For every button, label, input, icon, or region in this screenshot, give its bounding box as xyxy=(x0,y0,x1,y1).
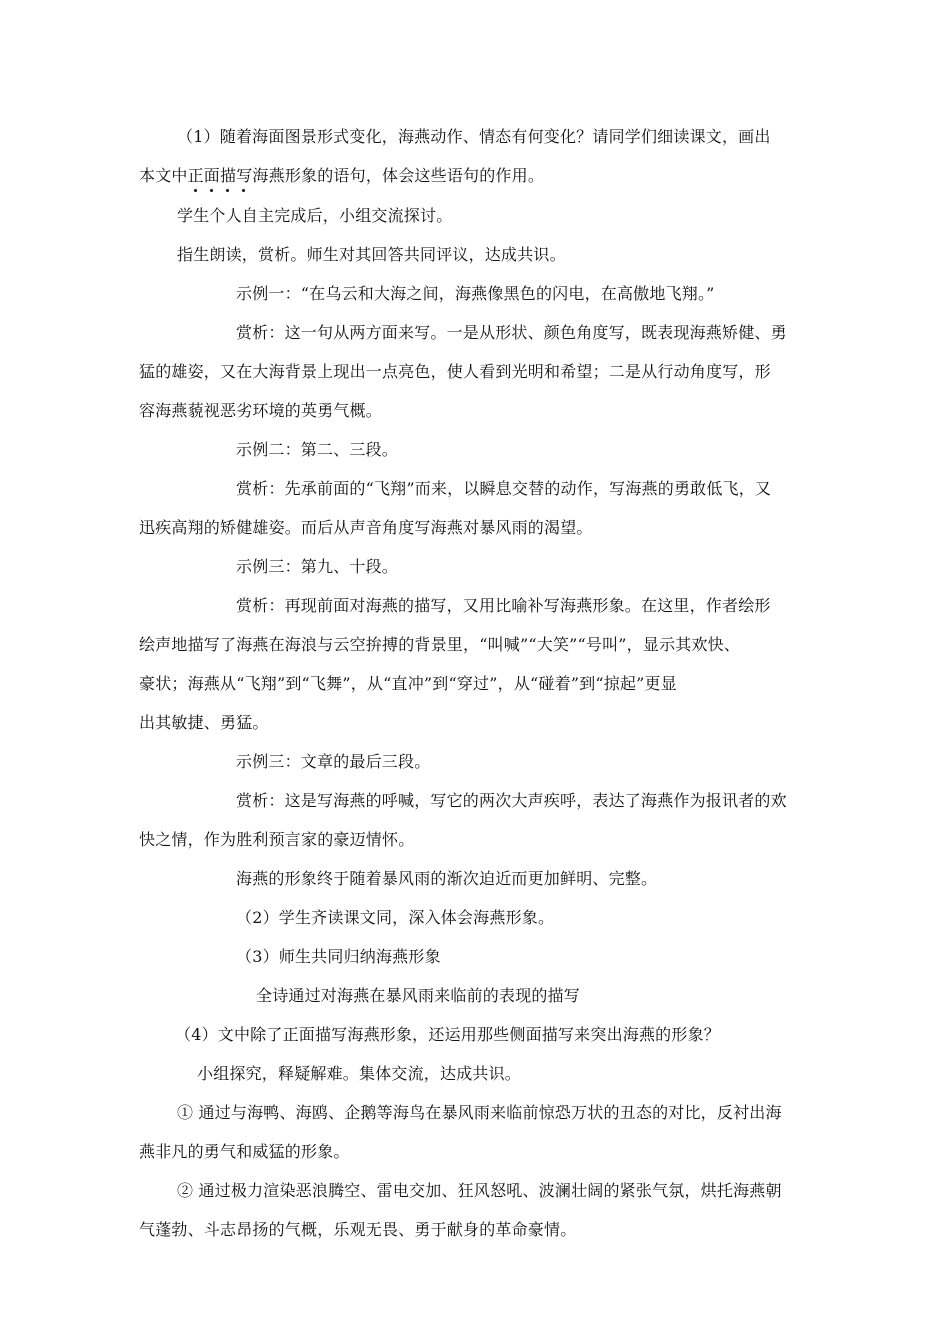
question-1-line-2 xyxy=(139,165,544,187)
question-1-post: 海燕形象的语句，体会这些语句的作用。 xyxy=(252,166,545,185)
example-1-analysis-line-1: 赏析：这一句从两方面来写。一是从形状、颜色角度写，既表现海燕矫健、勇 xyxy=(236,323,787,342)
emphasis-text: 正面描写 xyxy=(187,166,253,185)
example-3-analysis-line-3: 豪状；海燕从“飞翔”到“飞舞”，从“直冲”到“穿过”，从“碰着”到“掠起”更显 xyxy=(139,674,677,693)
question-3: （3）师生共同归纳海燕形象 xyxy=(236,947,441,966)
question-4: （4）文中除了正面描写海燕形象，还运用那些侧面描写来突出海燕的形象？ xyxy=(175,1025,720,1044)
example-4-analysis-line-1: 赏析：这是写海燕的呼喊，写它的两次大声疾呼，表达了海燕作为报讯者的欢 xyxy=(236,791,787,810)
example-3-analysis-line-4: 出其敏捷、勇猛。 xyxy=(139,713,269,732)
teacher-reading: 指生朗读，赏析。师生对其回答共同评议，达成共识。 xyxy=(177,245,566,264)
emphasis-front-description xyxy=(188,166,253,185)
question-2: （2）学生齐读课文同，深入体会海燕形象。 xyxy=(236,908,555,927)
example-2-analysis-line-1: 赏析：先承前面的“飞翔”而来，以瞬息交替的动作，写海燕的勇敢低飞，又 xyxy=(236,479,772,498)
question-1-line-1: （1）随着海面图景形式变化，海燕动作、情态有何变化？请同学们细读课文，画出 xyxy=(177,127,771,146)
question-1-pre: 本文中 xyxy=(139,166,188,185)
example-3-analysis-line-1: 赏析：再现前面对海燕的描写，又用比喻补写海燕形象。在这里，作者绘形 xyxy=(236,596,771,615)
example-2-title: 示例二：第二、三段。 xyxy=(236,440,399,459)
example-4-title: 示例三：文章的最后三段。 xyxy=(236,752,431,771)
example-2-analysis-line-2: 迅疾高翔的矫健雄姿。而后从声音角度写海燕对暴风雨的渴望。 xyxy=(139,518,593,537)
point-1-line-2: 燕非凡的勇气和威猛的形象。 xyxy=(139,1142,350,1161)
point-1-line-1: ① 通过与海鸭、海鸥、企鹅等海鸟在暴风雨来临前惊恐万状的丑态的对比，反衬出海 xyxy=(177,1103,782,1122)
group-exploration: 小组探究，释疑解难。集体交流，达成共识。 xyxy=(197,1064,522,1083)
question-3-summary: 全诗通过对海燕在暴风雨来临前的表现的描写 xyxy=(256,986,581,1005)
student-self-study: 学生个人自主完成后，小组交流探讨。 xyxy=(177,206,453,225)
example-3-analysis-line-2: 绘声地描写了海燕在海浪与云空拚搏的背景里，“叫喊”“大笑”“号叫”，显示其欢快、 xyxy=(139,635,741,654)
example-1-analysis-line-3: 容海燕藐视恶劣环境的英勇气概。 xyxy=(139,401,383,420)
example-3-title: 示例三：第九、十段。 xyxy=(236,557,399,576)
point-2-line-1: ② 通过极力渲染恶浪腾空、雷电交加、狂风怒吼、波澜壮阔的紧张气氛，烘托海燕朝 xyxy=(177,1181,782,1200)
image-summary: 海燕的形象终于随着暴风雨的渐次迫近而更加鲜明、完整。 xyxy=(236,869,658,888)
example-4-analysis-line-2: 快之情，作为胜利预言家的豪迈情怀。 xyxy=(139,830,415,849)
example-1-analysis-line-2: 猛的雄姿，又在大海背景上现出一点亮色，使人看到光明和希望；二是从行动角度写，形 xyxy=(139,362,771,381)
example-1-title: 示例一：“在乌云和大海之间，海燕像黑色的闪电，在高傲地飞翔。” xyxy=(236,284,715,303)
point-2-line-2: 气蓬勃、斗志昂扬的气概，乐观无畏、勇于献身的革命豪情。 xyxy=(139,1220,577,1239)
